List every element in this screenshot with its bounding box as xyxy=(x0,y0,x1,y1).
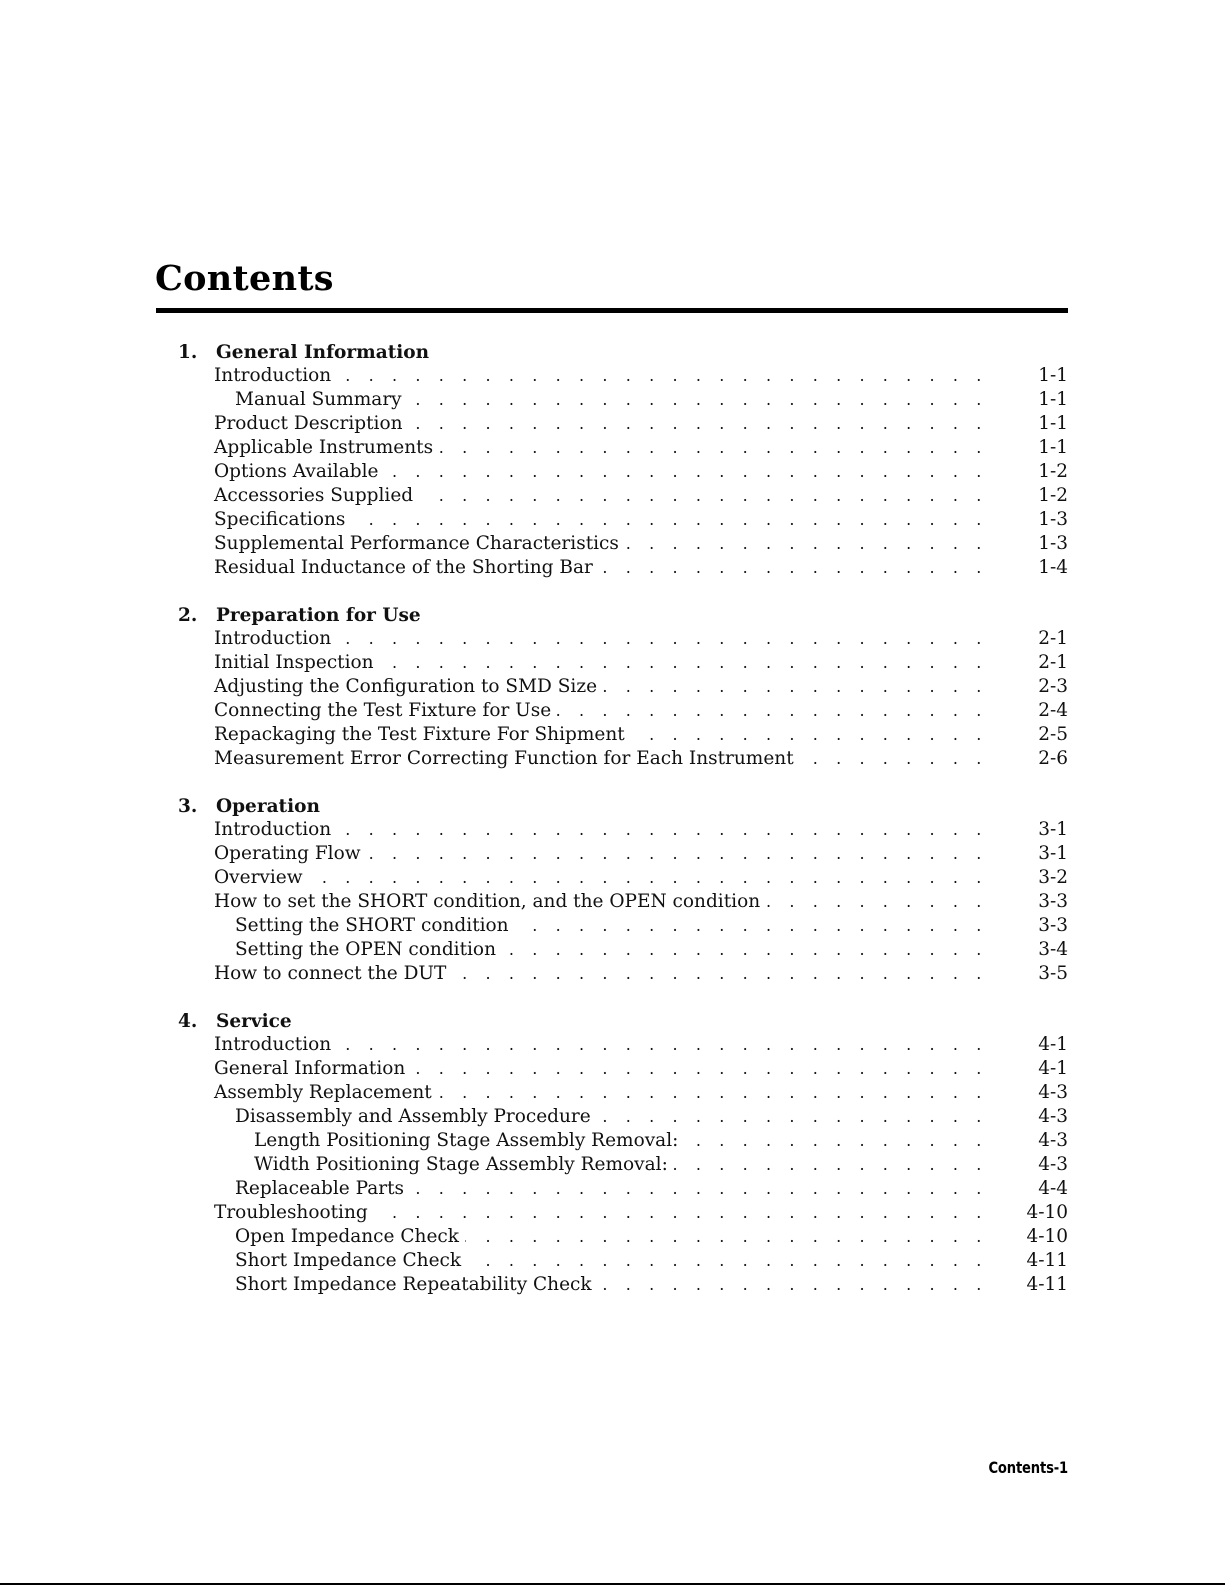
toc-entry[interactable] xyxy=(156,1177,1068,1201)
toc-entry[interactable] xyxy=(156,675,1068,699)
dot-leader xyxy=(599,556,988,580)
toc-entry[interactable] xyxy=(156,842,1068,866)
toc-entry-label: Introduction xyxy=(214,1034,332,1055)
dot-leader xyxy=(309,866,988,890)
toc-entry-label: Manual Summary xyxy=(235,389,402,410)
toc-entry[interactable] xyxy=(156,1033,1068,1057)
toc-entry[interactable] xyxy=(156,962,1068,986)
toc-entry-page-number: 4-1 xyxy=(1038,1058,1068,1079)
toc-chapter xyxy=(156,794,1068,986)
toc-entry-label: Troubleshooting xyxy=(214,1202,368,1223)
toc-entry-label: Product Description xyxy=(214,413,403,434)
chapter-heading[interactable] xyxy=(156,603,1068,627)
chapter-number: 3. xyxy=(178,795,198,817)
dot-leader xyxy=(557,699,988,723)
toc-entry[interactable] xyxy=(156,627,1068,651)
toc-entry-label: Residual Inductance of the Shorting Bar xyxy=(214,557,593,578)
toc-entry-label: Length Positioning Stage Assembly Removal: xyxy=(254,1130,679,1151)
toc-entry-page-number: 3-4 xyxy=(1038,939,1068,960)
chapter-number: 1. xyxy=(178,341,198,363)
dot-leader xyxy=(502,938,988,962)
toc-entry-page-number: 1-3 xyxy=(1038,509,1068,530)
toc-entry[interactable] xyxy=(156,1249,1068,1273)
toc-entry[interactable] xyxy=(156,412,1068,436)
toc-entry-label: Supplemental Performance Characteristics xyxy=(214,533,619,554)
toc-entry[interactable] xyxy=(156,460,1068,484)
title-rule xyxy=(156,308,1068,313)
dot-leader xyxy=(598,1273,988,1297)
toc-entry-label: Assembly Replacement xyxy=(214,1082,432,1103)
dot-leader xyxy=(409,412,988,436)
toc-entry-label: Operating Flow xyxy=(214,843,361,864)
toc-entry-label: Specifications xyxy=(214,509,346,530)
toc-entry-label: Adjusting the Configuration to SMD Size xyxy=(214,676,598,697)
dot-leader xyxy=(438,1081,988,1105)
toc-entry-label: How to connect the DUT xyxy=(214,963,447,984)
toc-entry-page-number: 4-10 xyxy=(1026,1202,1068,1223)
toc-entry[interactable] xyxy=(156,532,1068,556)
toc-entry-page-number: 2-1 xyxy=(1038,628,1068,649)
toc-entry[interactable] xyxy=(156,938,1068,962)
toc-entry[interactable] xyxy=(156,364,1068,388)
dot-leader xyxy=(674,1153,988,1177)
toc-entry-page-number: 3-3 xyxy=(1038,915,1068,936)
dot-leader xyxy=(419,484,988,508)
toc-entry-label: Introduction xyxy=(214,628,332,649)
dot-leader xyxy=(351,508,988,532)
chapter-heading[interactable] xyxy=(156,340,1068,364)
toc-entry-page-number: 4-11 xyxy=(1026,1250,1068,1271)
dot-leader xyxy=(367,842,988,866)
toc-entry-label: Repackaging the Test Fixture For Shipment xyxy=(214,724,625,745)
chapter-title: Operation xyxy=(216,795,320,817)
toc-entry-page-number: 2-4 xyxy=(1038,700,1068,721)
toc-entry[interactable] xyxy=(156,747,1068,771)
toc-entry-page-number: 3-3 xyxy=(1038,891,1068,912)
toc-entry-page-number: 1-2 xyxy=(1038,485,1068,506)
toc-entry-page-number: 1-1 xyxy=(1038,389,1068,410)
toc-entry-label: Setting the SHORT condition xyxy=(235,915,509,936)
toc-entry-page-number: 4-3 xyxy=(1038,1130,1068,1151)
toc-entry-label: Accessories Supplied xyxy=(214,485,414,506)
toc-entry[interactable] xyxy=(156,436,1068,460)
page-title: Contents xyxy=(155,258,334,299)
toc-entry-page-number: 1-4 xyxy=(1038,557,1068,578)
page-footer: Contents-1 xyxy=(988,1458,1068,1477)
toc-entry-page-number: 2-6 xyxy=(1038,748,1068,769)
toc-entry-label: Width Positioning Stage Assembly Removal: xyxy=(254,1154,668,1175)
toc-entry-page-number: 3-1 xyxy=(1038,843,1068,864)
toc-entry[interactable] xyxy=(156,818,1068,842)
toc-entry-page-number: 1-1 xyxy=(1038,365,1068,386)
dot-leader xyxy=(410,1177,988,1201)
toc-entry[interactable] xyxy=(156,556,1068,580)
toc-entry-label: Short Impedance Check xyxy=(235,1250,462,1271)
chapter-title: Service xyxy=(216,1010,292,1032)
dot-leader xyxy=(766,890,988,914)
toc-entry[interactable] xyxy=(156,890,1068,914)
toc-entry-page-number: 4-4 xyxy=(1038,1178,1068,1199)
dot-leader xyxy=(374,1201,988,1225)
toc-entry[interactable] xyxy=(156,1105,1068,1129)
toc-entry[interactable] xyxy=(156,1153,1068,1177)
dot-leader xyxy=(384,460,988,484)
dot-leader xyxy=(515,914,988,938)
toc-entry[interactable] xyxy=(156,1201,1068,1225)
toc-entry-label: Disassembly and Assembly Procedure xyxy=(235,1106,591,1127)
dot-leader xyxy=(337,364,988,388)
toc-entry-label: Overview xyxy=(214,867,303,888)
toc-chapter xyxy=(156,340,1068,580)
dot-leader xyxy=(631,723,988,747)
toc-entry-page-number: 2-5 xyxy=(1038,724,1068,745)
chapter-number: 2. xyxy=(178,604,198,626)
toc-entry-label: General Information xyxy=(214,1058,406,1079)
dot-leader xyxy=(411,1057,988,1081)
toc-entry[interactable] xyxy=(156,1273,1068,1297)
toc-entry[interactable] xyxy=(156,1057,1068,1081)
toc-entry-label: Connecting the Test Fixture for Use xyxy=(214,700,552,721)
toc-entry-label: Setting the OPEN condition xyxy=(235,939,496,960)
toc-entry-page-number: 2-3 xyxy=(1038,676,1068,697)
toc-entry-label: Replaceable Parts xyxy=(235,1178,405,1199)
dot-leader xyxy=(465,1225,988,1249)
toc-entry-label: Initial Inspection xyxy=(214,652,374,673)
toc-entry[interactable] xyxy=(156,1129,1068,1153)
dot-leader xyxy=(337,818,988,842)
dot-leader xyxy=(337,627,988,651)
toc-entry-page-number: 1-2 xyxy=(1038,461,1068,482)
dot-leader xyxy=(439,436,988,460)
chapter-heading[interactable] xyxy=(156,1009,1068,1033)
toc-entry-label: Applicable Instruments xyxy=(214,437,434,458)
toc-entry[interactable] xyxy=(156,699,1068,723)
dot-leader xyxy=(800,747,988,771)
dot-leader xyxy=(603,675,988,699)
toc-entry[interactable] xyxy=(156,508,1068,532)
toc-entry[interactable] xyxy=(156,723,1068,747)
toc-entry-label: Introduction xyxy=(214,819,332,840)
toc-entry-label: Measurement Error Correcting Function for Each Instrument xyxy=(214,748,794,769)
toc-entry-page-number: 2-1 xyxy=(1038,652,1068,673)
toc-entry[interactable] xyxy=(156,651,1068,675)
table-of-contents xyxy=(156,340,1068,1320)
toc-entry[interactable] xyxy=(156,866,1068,890)
toc-entry-page-number: 4-10 xyxy=(1026,1226,1068,1247)
toc-entry-page-number: 3-5 xyxy=(1038,963,1068,984)
toc-entry[interactable] xyxy=(156,388,1068,412)
dot-leader xyxy=(684,1129,988,1153)
toc-entry-page-number: 1-3 xyxy=(1038,533,1068,554)
dot-leader xyxy=(625,532,988,556)
toc-entry-label: Introduction xyxy=(214,365,332,386)
toc-entry-label: Open Impedance Check xyxy=(235,1226,459,1247)
toc-entry-page-number: 1-1 xyxy=(1038,437,1068,458)
toc-entry-page-number: 4-3 xyxy=(1038,1106,1068,1127)
toc-entry-page-number: 4-11 xyxy=(1026,1274,1068,1295)
toc-entry-label: How to set the SHORT condition, and the OPEN condition xyxy=(214,891,761,912)
chapter-number: 4. xyxy=(178,1010,198,1032)
chapter-title: Preparation for Use xyxy=(216,604,421,626)
dot-leader xyxy=(452,962,988,986)
dot-leader xyxy=(467,1249,988,1273)
dot-leader xyxy=(337,1033,988,1057)
toc-entry-page-number: 1-1 xyxy=(1038,413,1068,434)
toc-entry-label: Options Available xyxy=(214,461,379,482)
dot-leader xyxy=(597,1105,988,1129)
toc-chapter xyxy=(156,1009,1068,1297)
toc-entry[interactable] xyxy=(156,1081,1068,1105)
toc-entry-label: Short Impedance Repeatability Check xyxy=(235,1274,592,1295)
toc-entry-page-number: 4-3 xyxy=(1038,1154,1068,1175)
toc-entry[interactable] xyxy=(156,1225,1068,1249)
toc-entry-page-number: 4-3 xyxy=(1038,1082,1068,1103)
toc-entry-page-number: 4-1 xyxy=(1038,1034,1068,1055)
toc-entry[interactable] xyxy=(156,484,1068,508)
chapter-heading[interactable] xyxy=(156,794,1068,818)
toc-entry[interactable] xyxy=(156,914,1068,938)
dot-leader xyxy=(380,651,988,675)
chapter-title: General Information xyxy=(216,341,430,363)
toc-entry-page-number: 3-2 xyxy=(1038,867,1068,888)
dot-leader xyxy=(408,388,988,412)
toc-chapter xyxy=(156,603,1068,771)
toc-entry-page-number: 3-1 xyxy=(1038,819,1068,840)
